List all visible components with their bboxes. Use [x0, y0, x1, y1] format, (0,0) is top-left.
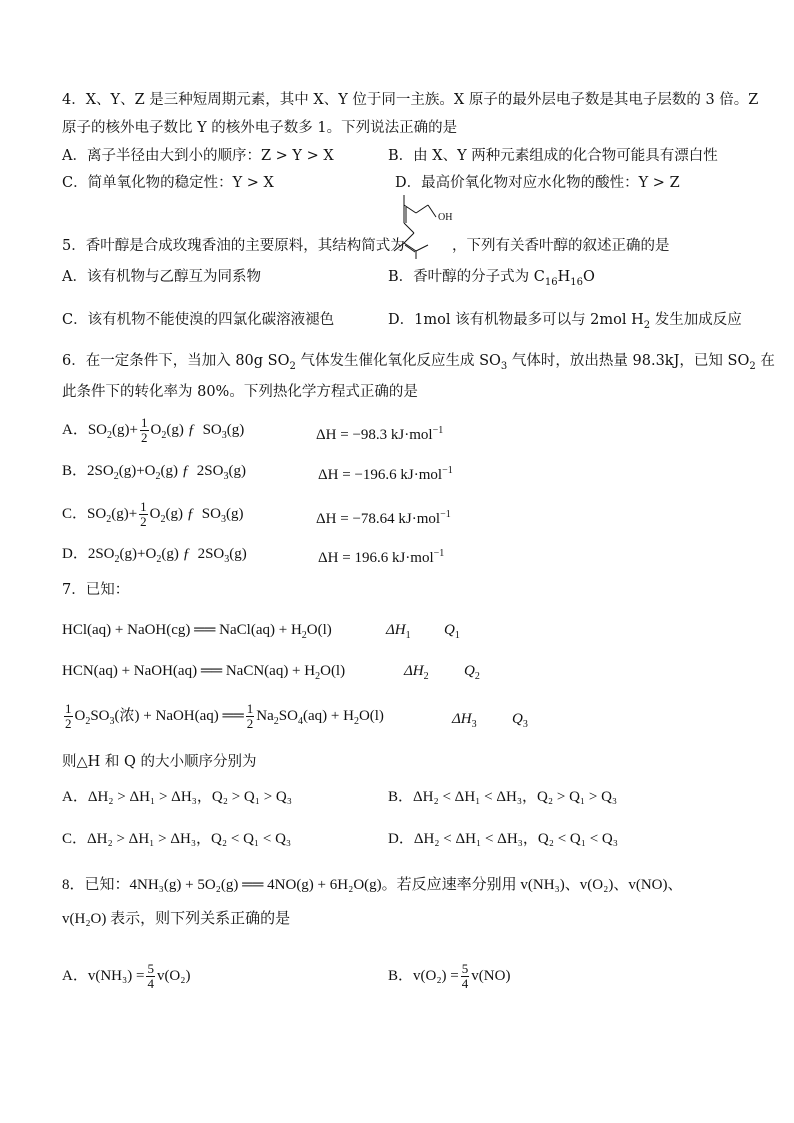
q6-option-c: C．$SO_2(g)+$ $\frac{1}{2}$ $O_2(g)$ ƒ $SO_3(g)$ — [62, 499, 244, 529]
half-fraction: $\frac{1}{2}$ — [141, 415, 148, 445]
q7-equation-2-q: $Q_2$ — [464, 663, 480, 682]
q7-equation-1-q: $Q_1$ — [444, 622, 460, 641]
q8-option-a: A．v(NH₃) = $\frac{5}{4}$ v(O₂) — [62, 961, 191, 991]
q5-option-c: C．该有机物不能使溴的四氯化碳溶液褪色 — [62, 312, 335, 328]
q7-equation-3-dh: $\Delta H_3$ — [452, 711, 477, 730]
q5-stem-pre: 5．香叶醇是合成玫瑰香油的主要原料，其结构简式为 — [62, 238, 405, 254]
q7-equation-2-dh: $\Delta H_2$ — [404, 663, 429, 682]
q7-equation-2: HCN(aq) + NaOH(aq) ══ NaCN(aq) + $H_2O(l)$ — [62, 663, 346, 682]
q6-option-d: D．$2SO_2(g)+O_2(g)$ ƒ $2SO_3(g)$ — [62, 546, 247, 565]
q4-stem-line1: 4．X、Y、Z 是三种短周期元素，其中 X、Y 位于同一主族。X 原子的最外层电子数是其电子层数的 3 倍。Z — [62, 92, 759, 108]
half-fraction: $\frac{1}{2}$ — [246, 701, 254, 731]
q5-option-b: B．香叶醇的分子式为 $C_{16}H_{16}O$ — [388, 269, 595, 288]
q6-option-a: A．$SO_2(g)+$ $\frac{1}{2}$ $O_2(g)$ ƒ $SO_3(g)$ — [62, 415, 245, 445]
q8-stem-line2: v(H₂O) 表示，则下列关系正确的是 — [62, 911, 291, 927]
q8-option-b: B．v(O₂) = $\frac{5}{4}$ v(NO) — [388, 961, 511, 991]
q7-option-c: C．ΔH₂ > ΔH₁ > ΔH₃，Q₂ < Q₁ < Q₃ — [62, 831, 292, 847]
q5-option-a: A．该有机物与乙醇互为同系物 — [62, 269, 261, 285]
q6-stem-line1: 6．在一定条件下，当加入 80g $SO_2$ 气体发生催化氧化反应生成 $SO_3$ 气体时，放出热量 98.3kJ，已知 $SO_2$ 在 — [62, 353, 775, 372]
q6-option-b: B．$2SO_2(g)+O_2(g)$ ƒ $2SO_3(g)$ — [62, 463, 246, 482]
q4-stem-line2: 原子的核外电子数比 Y 的核外电子数多 1。下列说法正确的是 — [62, 120, 458, 136]
q4-option-a: A．离子半径由大到小的顺序：Z > Y > X — [62, 148, 334, 164]
oh-label: OH — [438, 212, 453, 223]
q7-question: 则△H 和 Q 的大小顺序分别为 — [62, 754, 257, 770]
q7-stem: 7．已知： — [62, 582, 130, 598]
q4-option-b: B．由 X、Y 两种元素组成的化合物可能具有漂白性 — [388, 148, 718, 164]
five-quarters-fraction: $\frac{5}{4}$ — [147, 961, 154, 991]
q6-stem-line2: 此条件下的转化率为 80%。下列热化学方程式正确的是 — [62, 384, 418, 400]
half-fraction: $\frac{1}{2}$ — [140, 499, 147, 529]
q6-option-b-dh: ΔH = −196.6 kJ·mol$^{-1}$ — [318, 465, 453, 483]
q8-stem-line1: 8．已知：4NH₃(g) + 5O₂(g) ══ 4NO(g) + 6H₂O(g)。若反应速率分别用 v(NH₃)、v(O₂)、v(NO)、 — [62, 877, 683, 893]
q7-option-b: B．ΔH₂ < ΔH₁ < ΔH₃，Q₂ > Q₁ > Q₃ — [388, 789, 618, 805]
q7-equation-3: $\frac{1}{2}$ $O_2SO_3$(浓) + NaOH(aq) ══ $\frac{1}{2}$ $Na_2SO_4(aq) + H_2O(l)$ — [65, 701, 384, 731]
q4-option-c: C．简单氧化物的稳定性：Y > X — [62, 175, 274, 191]
q7-option-d: D．ΔH₂ < ΔH₁ < ΔH₃，Q₂ < Q₁ < Q₃ — [388, 831, 618, 847]
q6-option-d-dh: ΔH = 196.6 kJ·mol$^{-1}$ — [318, 548, 445, 566]
q7-equation-3-q: $Q_3$ — [512, 711, 528, 730]
half-fraction: $\frac{1}{2}$ — [65, 701, 72, 731]
q5-stem-post: ，下列有关香叶醇的叙述正确的是 — [452, 238, 670, 254]
five-quarters-fraction: $\frac{5}{4}$ — [461, 961, 469, 991]
q6-option-c-dh: ΔH = −78.64 kJ·mol$^{-1}$ — [316, 509, 451, 527]
q6-option-a-dh: ΔH = −98.3 kJ·mol$^{-1}$ — [316, 425, 444, 443]
q5-option-d: D．1mol 该有机物最多可以与 2mol $H_2$ 发生加成反应 — [388, 312, 742, 331]
q4-option-d: D．最高价氧化物对应水化物的酸性：Y > Z — [395, 175, 680, 191]
q7-equation-1: HCl(aq) + NaOH(cg) ══ NaCl(aq) + $H_2O(l)$ — [62, 622, 332, 641]
q7-option-a: A．ΔH₂ > ΔH₁ > ΔH₃，Q₂ > Q₁ > Q₃ — [62, 789, 292, 805]
q7-equation-1-dh: $\Delta H_1$ — [386, 622, 411, 641]
